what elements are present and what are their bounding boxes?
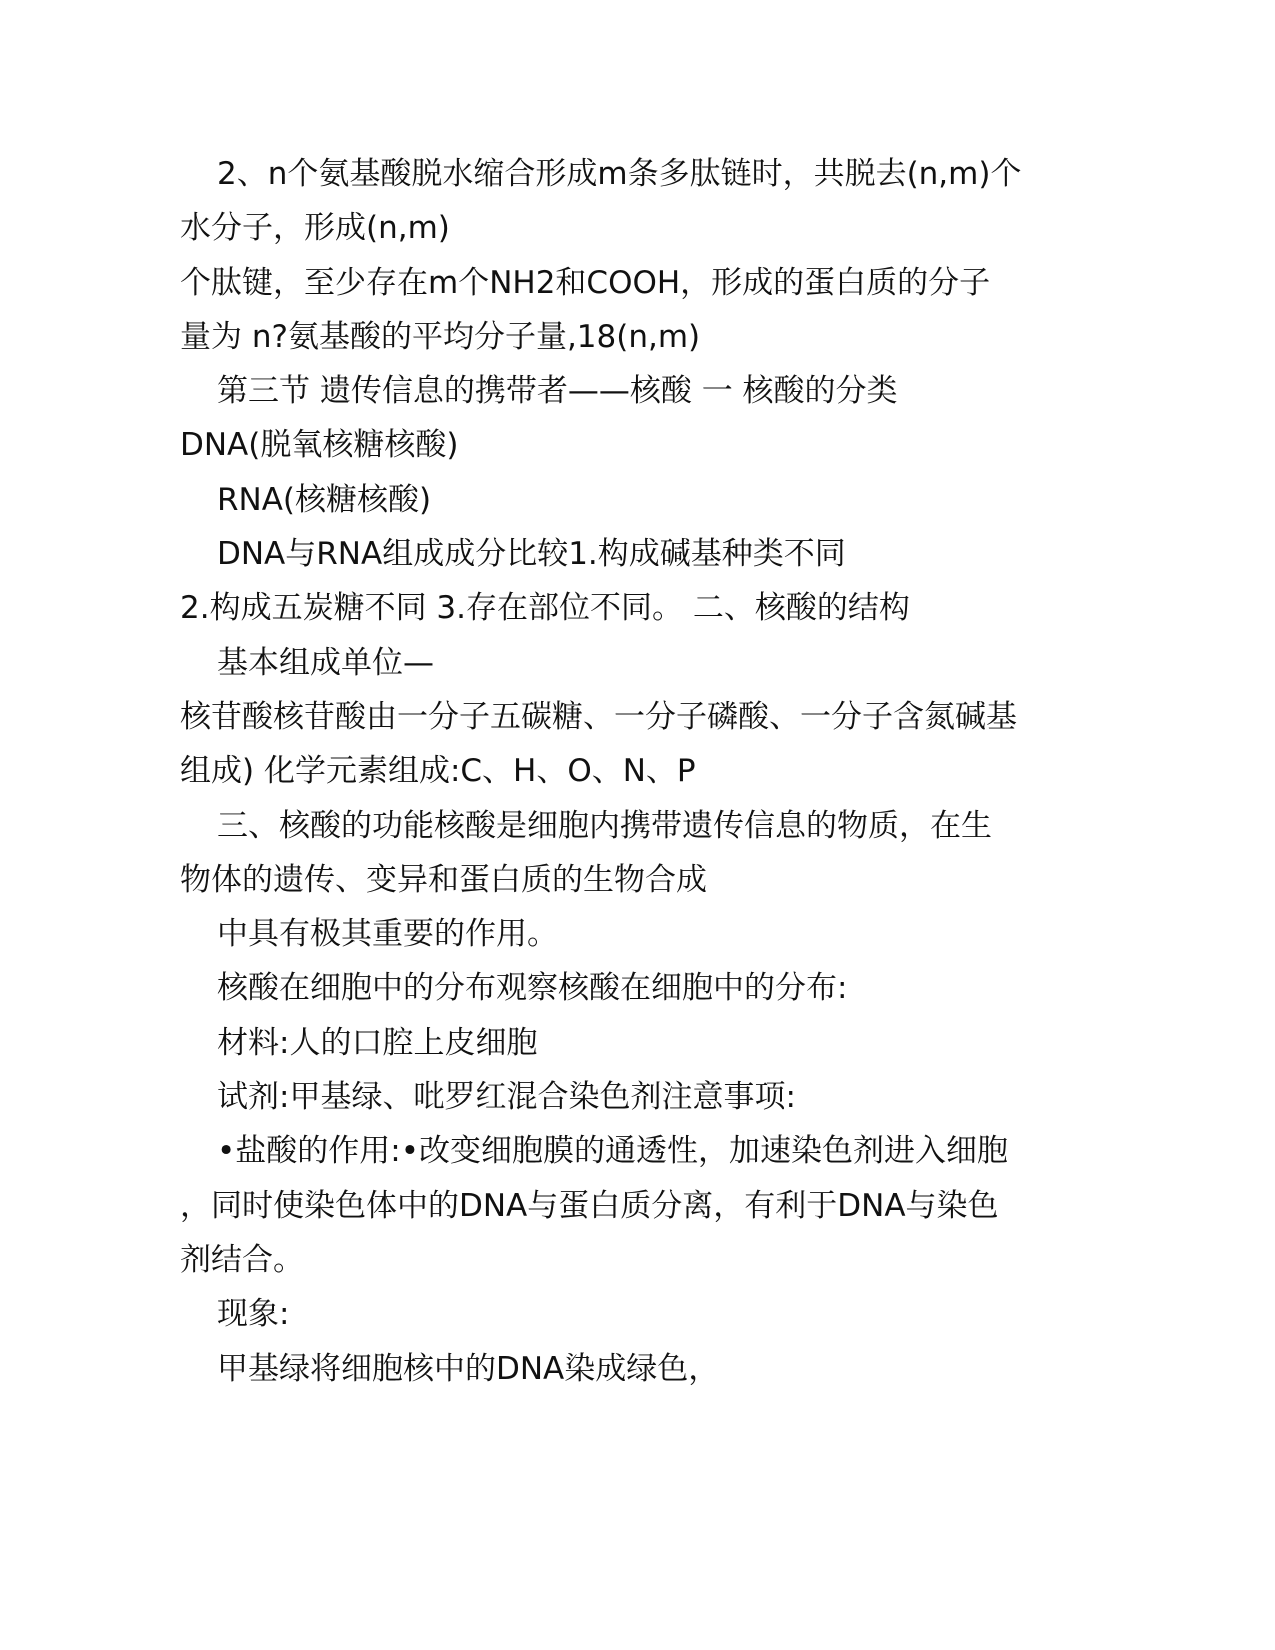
text-line: •盐酸的作用:•改变细胞膜的通透性，加速染色剂进入细胞: [217, 1133, 1009, 1170]
text-line: 现象:: [217, 1296, 290, 1333]
text-line: 材料:人的口腔上皮细胞: [217, 1024, 538, 1061]
text-line: 中具有极其重要的作用。: [217, 916, 558, 953]
text-line: 2、n个氨基酸脱水缩合形成m条多肽链时，共脱去(n,m)个: [217, 156, 1022, 192]
text-line: DNA(脱氧核糖核酸): [180, 427, 459, 464]
text-line: 水分子，形成(n,m): [180, 210, 450, 247]
text-line: 试剂:甲基绿、吡罗红混合染色剂注意事项:: [217, 1079, 796, 1116]
text-line: 基本组成单位—: [217, 644, 434, 681]
text-line: ，同时使染色体中的DNA与蛋白质分离，有利于DNA与染色: [180, 1187, 999, 1224]
text-line: RNA(核糖核酸): [217, 481, 432, 518]
text-line: 个肽键，至少存在m个NH2和COOH，形成的蛋白质的分子: [180, 264, 991, 301]
document-body: [180, 147, 1060, 1396]
text-line: 物体的遗传、变异和蛋白质的生物合成: [180, 861, 707, 898]
text-line: 量为 n?氨基酸的平均分子量,18(n,m): [180, 318, 701, 355]
text-line: DNA与RNA组成成分比较1.构成碱基种类不同: [217, 536, 846, 573]
text-line: 三、核酸的功能核酸是细胞内携带遗传信息的物质，在生: [217, 807, 992, 844]
text-line: 核酸在细胞中的分布观察核酸在细胞中的分布:: [217, 970, 848, 1007]
section-heading-line: 第三节 遗传信息的携带者——核酸 一 核酸的分类: [217, 373, 898, 410]
text-line: 核苷酸核苷酸由一分子五碳糖、一分子磷酸、一分子含氮碱基: [180, 698, 1017, 735]
text-line: 组成) 化学元素组成:C、H、O、N、P: [180, 753, 696, 790]
text-line: 剂结合。: [180, 1241, 304, 1278]
text-line: 2.构成五炭糖不同 3.存在部位不同。 二、核酸的结构: [180, 590, 910, 627]
text-line: 甲基绿将细胞核中的DNA染成绿色，: [217, 1350, 720, 1387]
